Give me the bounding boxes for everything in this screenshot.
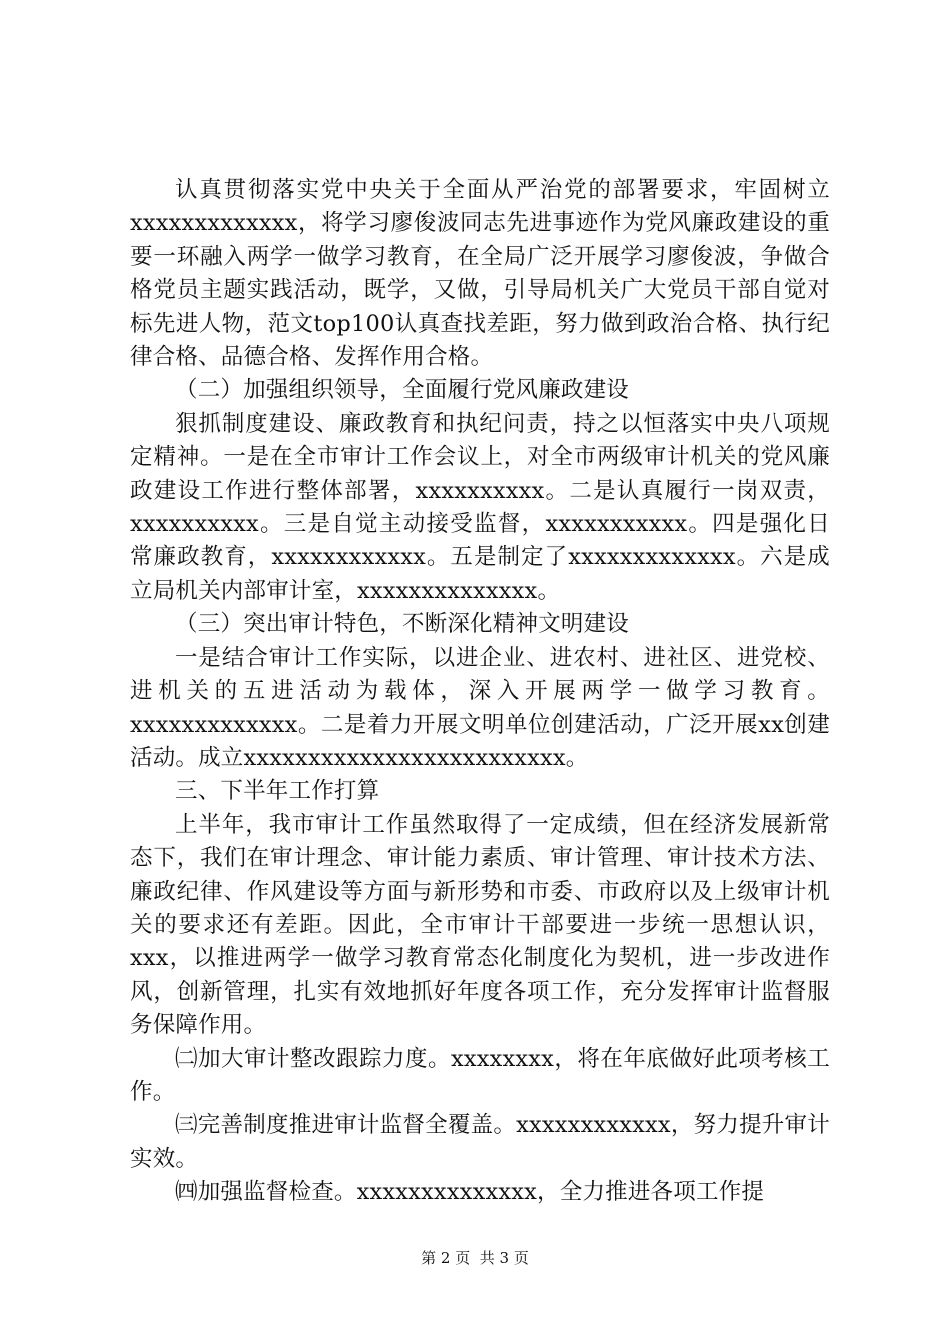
paragraph-second-half-plan: 上半年，我市审计工作虽然取得了一定成绩，但在经济发展新常态下，我们在审计理念、审计能力素质、审计管理、审计技术方法、廉政纪律、作风建设等方面与新形势和市委、市政府以及上级审计机关的要求还有差距。因此，全市审计干部要进一步统一思想认识，xxx，以推进两学一做学习教育常态化制度化为契机，进一步改进作风，创新管理，扎实有效地抓好年度各项工作，充分发挥审计监督服务保障作用。 bbox=[130, 811, 830, 1039]
paragraph-integrity-building: 狠抓制度建设、廉政教育和执纪问责，持之以恒落实中央八项规定精神。一是在全市审计工作会议上，对全市两级审计机关的党风廉政建设工作进行整体部署，xxxxxxxxxx。二是认真履行一岗双责，xxxxxxxxxx。三是自觉主动接受监督，xxxxxxxxxxx。四是强化日常廉政教育，xxxxxxxxxxxx。五是制定了xxxxxxxxxxxxx。六是成立局机关内部审计室，xxxxxxxxxxxxxx。 bbox=[130, 410, 830, 604]
paragraph-civilization-building: 一是结合审计工作实际，以进企业、进农村、进社区、进党校、进机关的五进活动为载体，深入开展两学一做学习教育。xxxxxxxxxxxxx。二是着力开展文明单位创建活动，广泛开展xx创建活动。成立xxxxxxxxxxxxxxxxxxxxxxxxx。 bbox=[130, 644, 830, 771]
section-heading-plan: 三、下半年工作打算 bbox=[175, 778, 380, 805]
section-heading-3: （三）突出审计特色，不断深化精神文明建设 bbox=[175, 611, 630, 638]
section-heading-2: （二）加强组织领导，全面履行党风廉政建设 bbox=[175, 377, 630, 404]
paragraph-item-3: ㈢完善制度推进审计监督全覆盖。xxxxxxxxxxxx，努力提升审计实效。 bbox=[130, 1112, 830, 1172]
page-footer bbox=[0, 1248, 950, 1268]
document-body bbox=[130, 174, 830, 1210]
paragraph-item-4: ㈣加强监督检查。xxxxxxxxxxxxxx，全力推进各项工作提 bbox=[175, 1179, 765, 1206]
paragraph-item-2: ㈡加大审计整改跟踪力度。xxxxxxxx，将在年底做好此项考核工作。 bbox=[130, 1045, 830, 1105]
page-number-label: 第 2 页 共 3 页 bbox=[421, 1249, 529, 1267]
paragraph-party-discipline: 认真贯彻落实党中央关于全面从严治党的部署要求，牢固树立xxxxxxxxxxxxx，将学习廖俊波同志先进事迹作为党风廉政建设的重要一环融入两学一做学习教育，在全局广泛开展学习廖俊波，争做合格党员主题实践活动，既学，又做，引导局机关广大党员干部自觉对标先进人物，范文top100认真查找差距，努力做到政治合格、执行纪律合格、品德合格、发挥作用合格。 bbox=[130, 177, 830, 371]
